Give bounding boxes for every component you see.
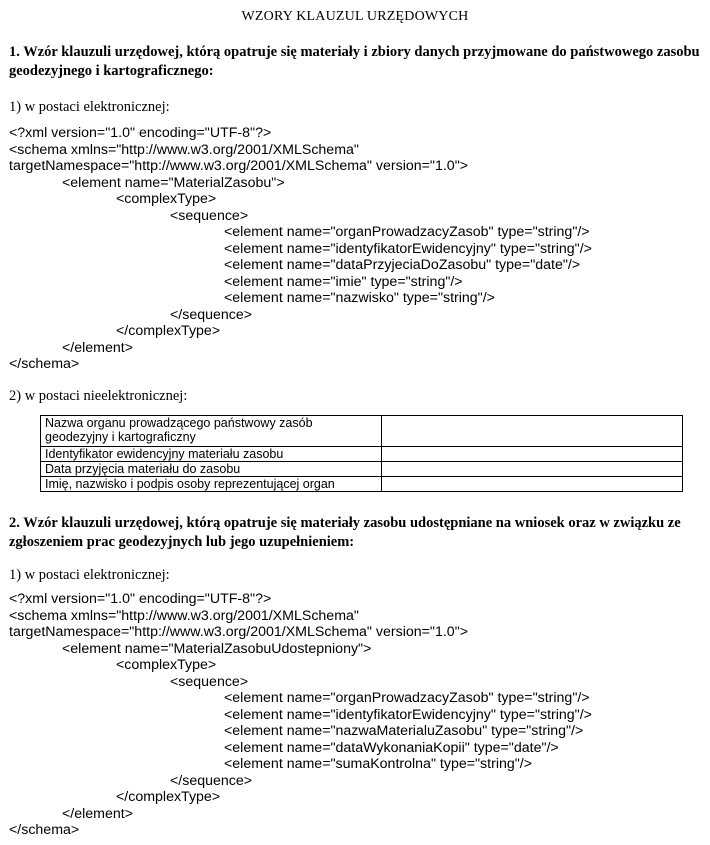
table-cell-value [382,477,683,492]
xml-code-line: </schema> [9,822,80,838]
section-2-xml-code [9,591,592,839]
section-1-heading: 1. Wzór klauzuli urzędowej, którą opatruje się materiały i zbiory danych przyjmowane do państwowego zasobu geodezyjnego i kartograficznego: [9,44,700,79]
xml-code-line: targetNamespace="http://www.w3.org/2001/XMLSchema" version="1.0"> [9,158,469,174]
table-cell-label: Nazwa organu prowadzącego państwowy zasób geodezyjny i kartograficzny [41,416,382,447]
table-row [41,416,683,447]
xml-code-line: </sequence> [170,306,253,323]
page-title: WZORY KLAUZUL URZĘDOWYCH [241,9,469,24]
table-row [41,477,683,492]
xml-code-line: <schema xmlns="http://www.w3.org/2001/XMLSchema" [9,607,359,624]
xml-code-line: <element name="identyfikatorEwidencyjny" type="string"/> [224,240,592,257]
xml-code-line: <sequence> [170,207,249,224]
xml-code-line: <element name="nazwaMaterialuZasobu" type="string"/> [224,723,584,739]
xml-code-line: <element name="dataPrzyjeciaDoZasobu" type="date"/> [224,257,581,273]
xml-code-line: <element name="organProwadzacyZasob" type="string"/> [224,224,590,240]
xml-code-line: <element name="nazwisko" type="string"/> [224,290,495,306]
xml-code-line: <element name="MaterialZasobu"> [62,174,285,191]
section-1-non-electronic-label: 2) w postaci nieelektronicznej: [9,388,188,404]
table-cell-label: Data przyjęcia materiału do zasobu [41,462,382,477]
xml-code-line: <element name="dataWykonaniaKopii" type="date"/> [224,739,559,756]
xml-code-line: </schema> [9,356,80,372]
xml-code-line: </element> [62,339,133,356]
xml-code-line: targetNamespace="http://www.w3.org/2001/XMLSchema" version="1.0"> [9,624,469,640]
table-cell-value [382,447,683,462]
xml-code-line: <schema xmlns="http://www.w3.org/2001/XMLSchema" [9,141,359,158]
xml-code-line: <complexType> [116,191,217,207]
section-1-electronic-label: 1) w postaci elektronicznej: [9,99,170,115]
xml-code-line: </sequence> [170,772,253,789]
xml-code-line: <sequence> [170,673,249,690]
xml-code-line: <element name="identyfikatorEwidencyjny" type="string"/> [224,706,592,723]
table-cell-label: Identyfikator ewidencyjny materiału zasobu [41,447,382,462]
xml-code-line: </complexType> [116,323,221,339]
xml-code-line: <?xml version="1.0" encoding="UTF-8"?> [9,591,272,607]
table-row [41,462,683,477]
section-1-xml-code [9,125,592,373]
xml-code-line: </complexType> [116,789,221,805]
official-clause-form-table [40,415,683,492]
xml-code-line: <complexType> [116,657,217,673]
table-cell-label: Imię, nazwisko i podpis osoby reprezentującej organ [41,477,382,492]
xml-code-line: <element name="sumaKontrolna" type="string"/> [224,756,533,772]
xml-code-line: </element> [62,805,133,822]
xml-code-line: <?xml version="1.0" encoding="UTF-8"?> [9,125,272,141]
xml-code-line: <element name="imie" type="string"/> [224,273,463,290]
section-2-heading: 2. Wzór klauzuli urzędowej, którą opatruje się materiały zasobu udostępniane na wniosek oraz w związku ze zgłoszeniem prac geodezyjnych lub jego uzupełnieniem: [9,515,681,550]
table-cell-value [382,416,683,447]
section-2-electronic-label: 1) w postaci elektronicznej: [9,567,170,583]
table-cell-value [382,462,683,477]
table-row [41,447,683,462]
xml-code-line: <element name="MaterialZasobuUdostepniony"> [62,640,372,657]
xml-code-line: <element name="organProwadzacyZasob" type="string"/> [224,690,590,706]
